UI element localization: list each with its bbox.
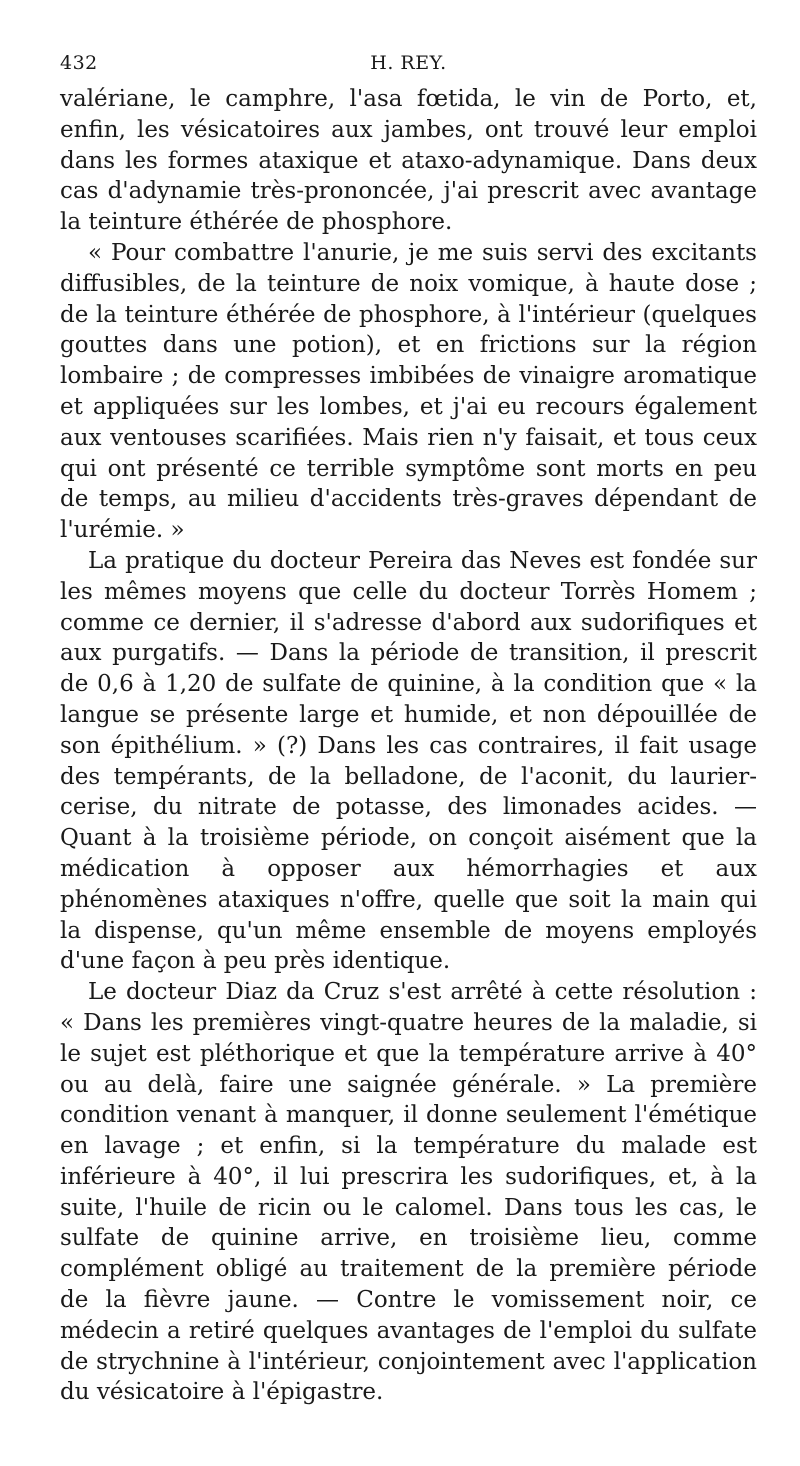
- running-head: [60, 48, 757, 84]
- paragraph-continuation: valériane, le camphre, l'asa fœtida, le vin de Porto, et, enfin, les vésicatoires aux jambes, ont trouvé leur emploi dans les formes ataxique et ataxo-adynamique. Dans deux cas d'adynamie très-prononcée, j'ai prescrit avec avantage la teinture éthérée de phosphore.: [60, 86, 757, 236]
- paragraph-anurie-quote: « Pour combattre l'anurie, je me suis servi des excitants diffusibles, de la teinture de noix vomique, à haute dose ; de la teinture éthérée de phosphore, à l'intérieur (quelques gouttes dans une potion), et en frictions sur la région lombaire ; de compresses imbibées de vinaigre aromatique et appliquées sur les lombes, et j'ai eu recours également aux ventouses scarifiées. Mais rien n'y faisait, et tous ceux qui ont présenté ce terrible symptôme sont morts en peu de temps, au milieu d'accidents très-graves dépendant de l'urémie. »: [60, 239, 757, 544]
- page-number: 432: [60, 52, 98, 74]
- body-text: [60, 84, 757, 1408]
- paragraph-pereira-das-neves: La pratique du docteur Pereira das Neves est fondée sur les mêmes moyens que celle du docteur Torrès Homem ; comme ce dernier, il s'adresse d'abord aux sudorifiques et aux purgatifs. — Dans la période de transition, il prescrit de 0,6 à 1,20 de sulfate de quinine, à la condition que « la langue se présente large et humide, et non dépouillée de son épithélium. » (?) Dans les cas contraires, il fait usage des tempérants, de la belladone, de l'aconit, du laurier-cerise, du nitrate de potasse, des limonades acides. — Quant à la troisième période, on conçoit aisément que la médication à opposer aux hémorrhagies et aux phénomènes ataxiques n'offre, quelle que soit la main qui la dispense, qu'un même ensemble de moyens employés d'une façon à peu près identique.: [60, 547, 757, 975]
- running-title: H. REY.: [370, 52, 447, 74]
- book-page: [60, 48, 757, 1438]
- paragraph-diaz-da-cruz: Le docteur Diaz da Cruz s'est arrêté à cette résolution : « Dans les premières vingt-quatre heures de la maladie, si le sujet est pléthorique et que la température arrive à 40° ou au delà, faire une saignée générale. » La première condition venant à manquer, il donne seulement l'émétique en lavage ; et enfin, si la température du malade est inférieure à 40°, il lui prescrira les sudorifiques, et, à la suite, l'huile de ricin ou le calomel. Dans tous les cas, le sulfate de quinine arrive, en troisième lieu, comme complément obligé au traitement de la première période de la fièvre jaune. — Contre le vomissement noir, ce médecin a retiré quelques avantages de l'emploi du sulfate de strychnine à l'intérieur, conjointement avec l'application du vésicatoire à l'épigastre.: [60, 979, 757, 1406]
